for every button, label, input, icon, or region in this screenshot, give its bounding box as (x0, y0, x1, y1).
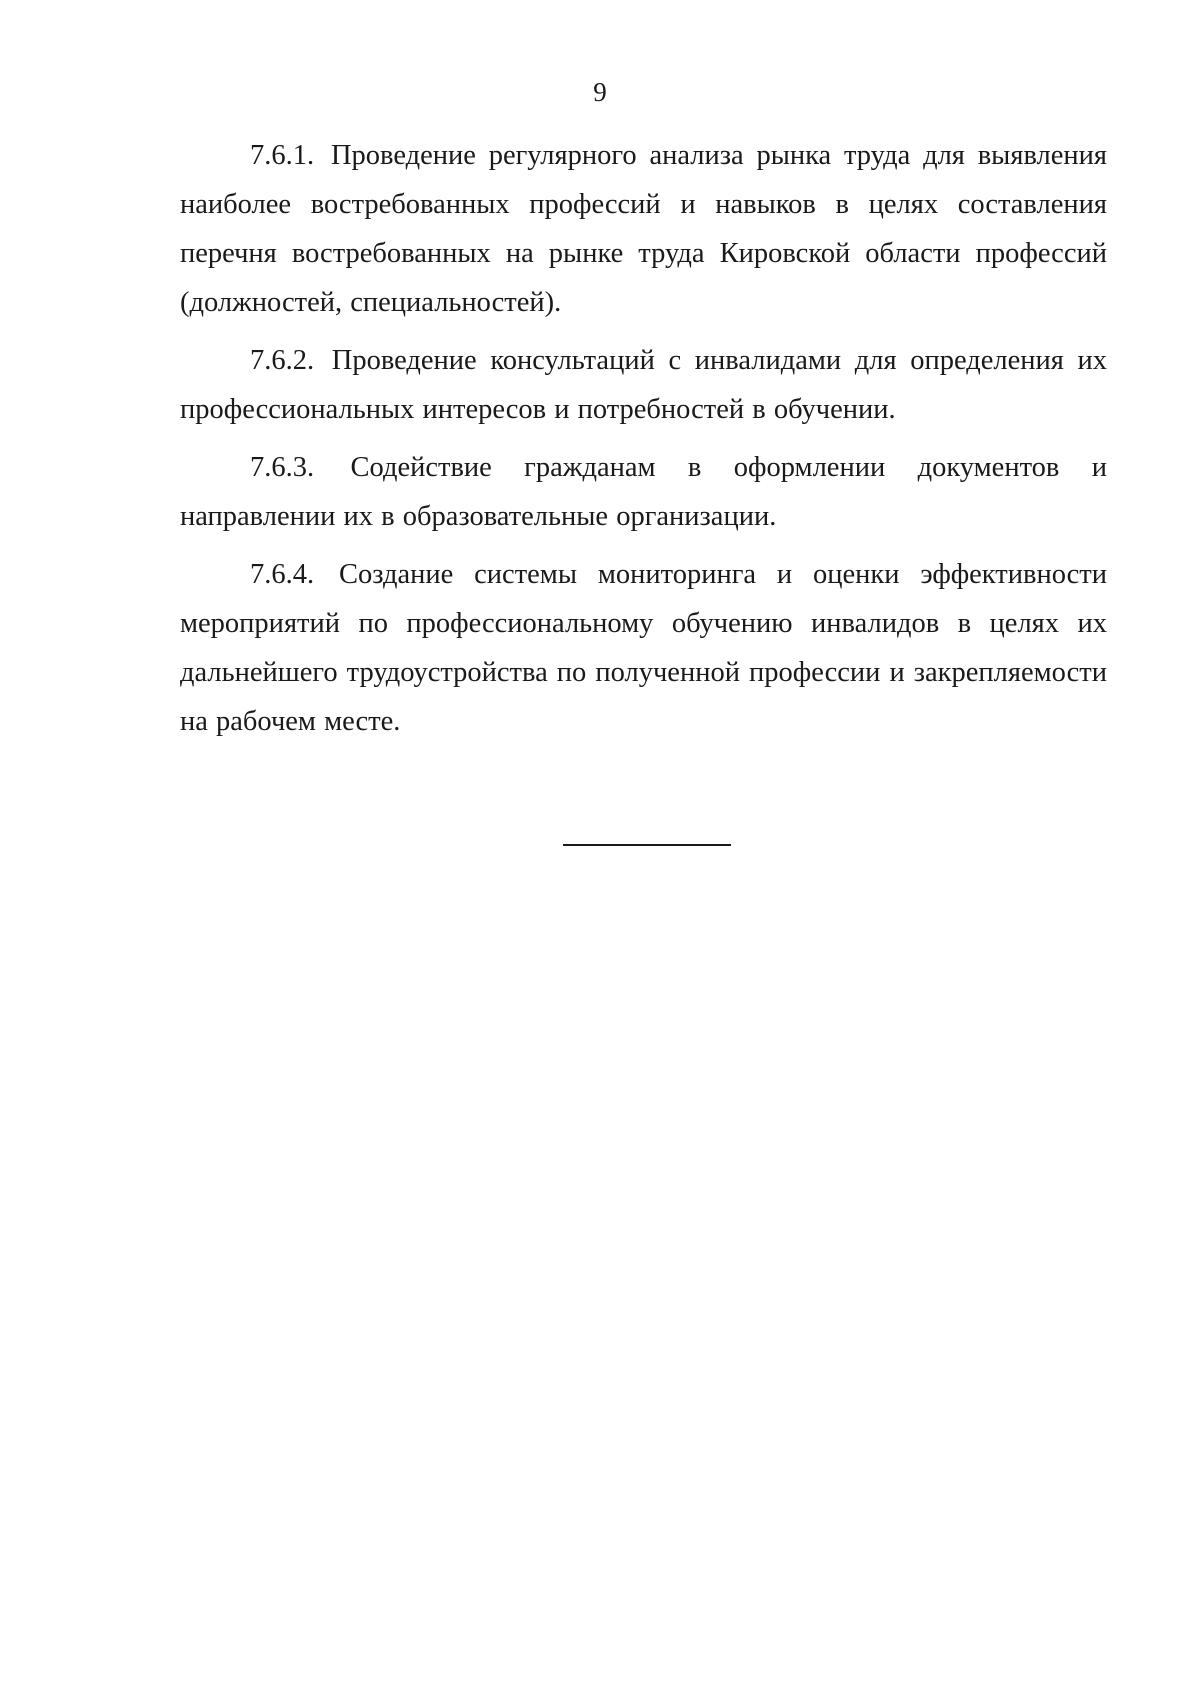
paragraph-7-6-4 (180, 550, 1107, 746)
page-number: 9 (593, 77, 607, 107)
paragraph-number: 7.6.4. (250, 559, 315, 590)
paragraph-text: Создание системы мониторинга и оценки эффективности мероприятий по профессиональному обучению инвалидов в целях их дальнейшего трудоустройства по полученной профессии и закрепляемости на рабочем месте. (180, 559, 1108, 737)
closing-rule (563, 844, 731, 846)
paragraph-number: 7.6.3. (250, 452, 315, 483)
paragraph-text: Содействие гражданам в оформлении документов и направлении их в образовательные организации. (180, 452, 1107, 532)
paragraph-text: Проведение регулярного анализа рынка труда для выявления наиболее востребованных профессий и навыков в целях составления перечня востребованных на рынке труда Кировской области профессий (должностей, специальностей). (180, 140, 1108, 318)
paragraph-number: 7.6.2. (250, 345, 315, 376)
document-body (180, 131, 1107, 755)
paragraph-number: 7.6.1. (250, 140, 315, 171)
paragraph-7-6-1 (180, 131, 1107, 327)
paragraph-7-6-3 (180, 443, 1107, 541)
paragraph-text: Проведение консультаций с инвалидами для определения их профессиональных интересов и потребностей в обучении. (180, 345, 1107, 425)
paragraph-7-6-2 (180, 336, 1107, 434)
